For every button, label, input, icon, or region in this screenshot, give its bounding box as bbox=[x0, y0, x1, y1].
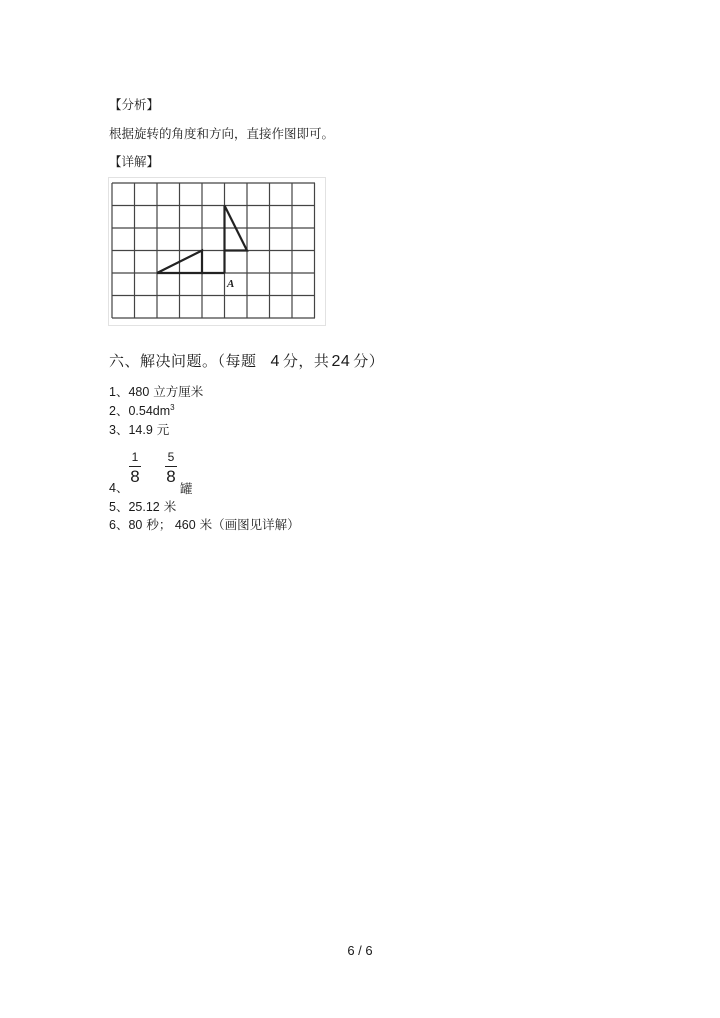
point-a-label: A bbox=[227, 278, 235, 290]
answer-4-unit: 罐 bbox=[180, 481, 193, 496]
analysis-heading: 【分析】 bbox=[109, 97, 160, 112]
answer-5 bbox=[109, 497, 176, 515]
answer-unit-2: 米（画图见详解） bbox=[195, 517, 300, 532]
grid-svg bbox=[109, 178, 325, 325]
answer-unit: 立方厘米 bbox=[149, 384, 204, 399]
detail-heading: 【详解】 bbox=[109, 154, 160, 169]
answer-value: 0.54dm bbox=[128, 404, 171, 418]
answer-number: 5、 bbox=[109, 500, 129, 514]
answer-6 bbox=[109, 515, 300, 533]
section6-title-prefix: 六、解决问题。（每题 bbox=[109, 352, 257, 370]
answer-superscript: 3 bbox=[170, 402, 175, 412]
answer-number: 1、 bbox=[109, 385, 129, 399]
page-number: 6 / 6 bbox=[347, 943, 373, 958]
answer-number: 3、 bbox=[109, 423, 129, 437]
answer-value: 25.12 bbox=[128, 500, 160, 514]
answer-value: 80 bbox=[128, 518, 143, 532]
answer-unit: 米 bbox=[159, 499, 177, 514]
rotation-grid-figure bbox=[108, 177, 326, 326]
answer-2 bbox=[109, 401, 175, 419]
section6-points-total: 24 bbox=[331, 353, 351, 370]
section6-title-middle: 分，共 bbox=[282, 352, 330, 370]
answer-value: 480 bbox=[128, 385, 150, 399]
answer-number: 2、 bbox=[109, 404, 129, 418]
answer-value-2: 460 bbox=[171, 518, 196, 532]
fraction-1-numerator: 1 bbox=[131, 450, 139, 464]
analysis-text: 根据旋转的角度和方向，直接作图即可。 bbox=[109, 126, 335, 141]
answer-1 bbox=[109, 382, 203, 400]
answer-unit: 元 bbox=[152, 422, 170, 437]
answer-3 bbox=[109, 420, 169, 438]
answer-number: 6、 bbox=[109, 518, 129, 532]
fraction-1 bbox=[128, 450, 142, 486]
section6-points-each: 4 bbox=[270, 353, 280, 370]
fraction-1-denominator: 8 bbox=[130, 467, 140, 486]
section6-title bbox=[109, 350, 384, 371]
fraction-2-denominator: 8 bbox=[166, 467, 176, 486]
answer-value: 14.9 bbox=[128, 423, 153, 437]
answer-4-number: 4、 bbox=[109, 481, 129, 495]
fraction-2-numerator: 5 bbox=[167, 450, 175, 464]
section6-title-suffix: 分） bbox=[353, 352, 385, 370]
fraction-2 bbox=[164, 450, 178, 486]
answer-unit: 秒； bbox=[142, 517, 172, 532]
grid-lines bbox=[112, 183, 315, 318]
